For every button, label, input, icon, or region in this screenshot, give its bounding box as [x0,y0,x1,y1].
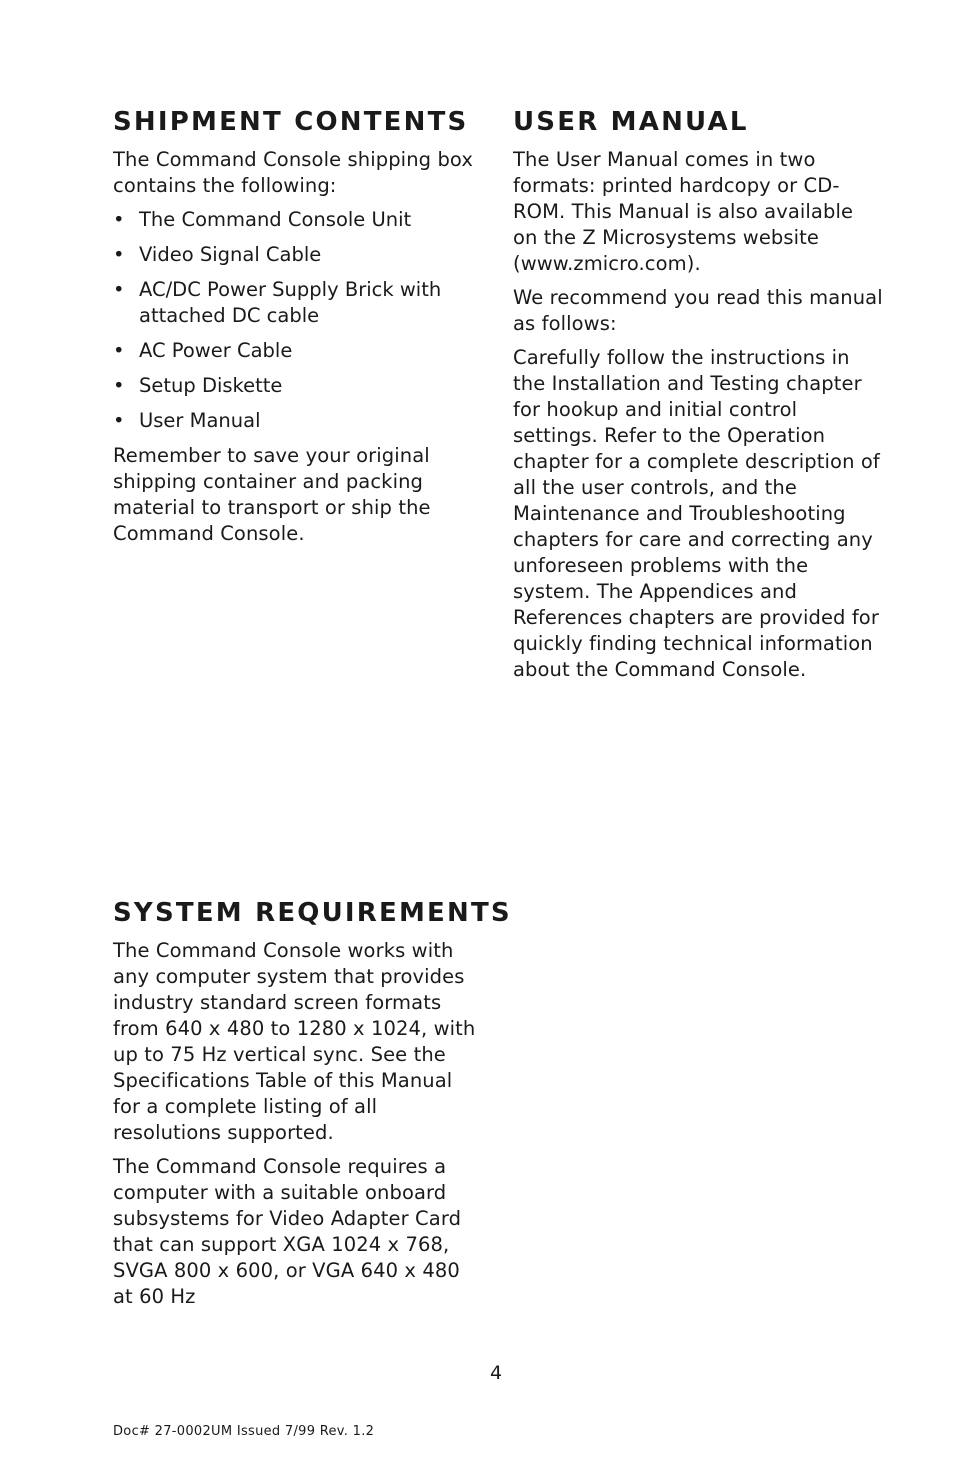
bullet-icon: • [113,339,125,362]
manual-paragraph-2: We recommend you read this manual as follows: [513,286,883,335]
requirements-paragraph-1: The Command Console works with any computer system that provides industry standard screen formats from 640 x 480 to 1280 x 1024, with up to 75 Hz vertical sync. See the Specifications Table of this Manual for a complete listing of all resolutions supported. [113,939,476,1144]
manual-section [513,107,883,691]
requirements-paragraph-2: The Command Console requires a computer with a suitable onboard subsystems for Video Adapter Card that can support XGA 1024 x 768, SVGA 800 x 600, or VGA 640 x 480 at 60 Hz [113,1155,462,1308]
bullet-icon: • [113,374,125,397]
manual-paragraph-3: Carefully follow the instructions in the Installation and Testing chapter for hookup and initial control settings. Refer to the Operation chapter for a complete description of all the user controls, and the Maintenance and Troubleshooting chapters for care and correcting any unforeseen problems with the system. The Appendices and References chapters are provided for quickly finding technical information about the Command Console. [513,346,880,681]
list-item: • AC Power Cable [113,339,293,362]
requirements-section [113,898,512,1318]
bullet-icon: • [113,278,125,301]
list-item: • Video Signal Cable [113,243,322,266]
bullet-icon: • [113,409,125,432]
manual-heading: USER MANUAL [513,107,749,137]
manual-paragraph-1: The User Manual comes in two formats: printed hardcopy or CD-ROM. This Manual is also available on the Z Microsystems website (www.zmicro.com). [513,148,854,275]
page-number: 4 [490,1362,503,1384]
shipment-intro: The Command Console shipping box contains the following: [113,148,473,197]
list-item: • The Command Console Unit [113,208,412,231]
requirements-heading: SYSTEM REQUIREMENTS [113,898,512,928]
shipment-list [113,207,483,434]
bullet-icon: • [113,243,125,266]
shipment-heading: SHIPMENT CONTENTS [113,107,469,137]
doc-id: Doc# 27-0002UM Issued 7/99 Rev. 1.2 [113,1424,375,1439]
shipment-section [113,107,483,555]
list-item: • Setup Diskette [113,374,283,397]
list-item: • User Manual [113,409,261,432]
bullet-icon: • [113,208,125,231]
list-item: • AC/DC Power Supply Brick with attached DC cable [113,278,442,327]
shipment-closing: Remember to save your original shipping container and packing material to transport or ship the Command Console. [113,444,431,545]
